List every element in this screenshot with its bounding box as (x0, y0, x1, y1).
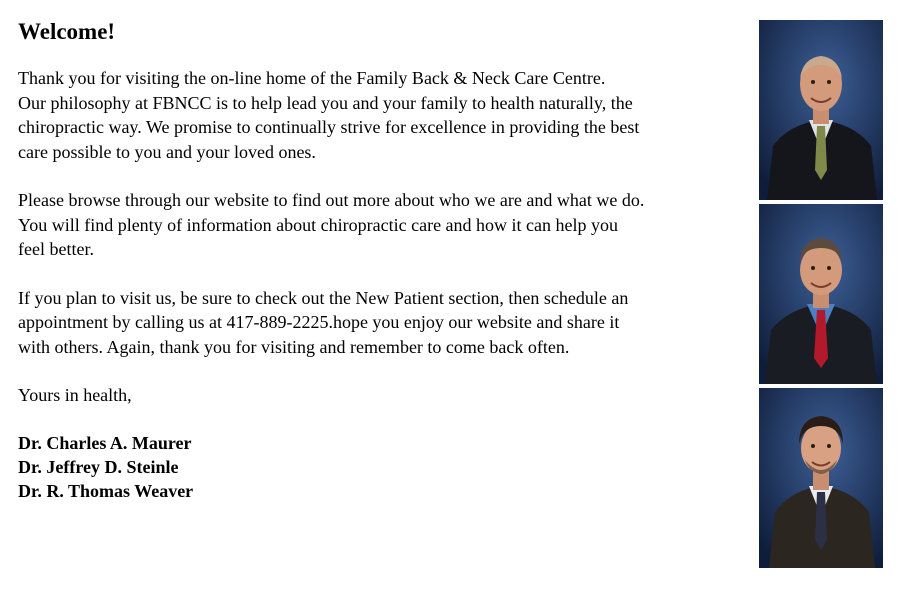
doctor-name: Dr. Charles A. Maurer (18, 433, 192, 453)
doctor-photo-2 (759, 204, 883, 384)
paragraph-line: Thank you for visiting the on-line home of the Family Back & Neck Care Centre. (18, 68, 606, 88)
doctor-photo-3 (759, 388, 883, 568)
browse-paragraph (18, 188, 753, 262)
paragraph-line: with others. Again, thank you for visiting and remember to come back often. (18, 336, 570, 357)
intro-paragraph (18, 66, 753, 164)
paragraph-line: feel better. (18, 239, 94, 259)
paragraph-line: chiropractic way. We promise to continually strive for excellence in providing the best (18, 117, 640, 137)
welcome-section (18, 18, 753, 503)
visit-paragraph (18, 286, 753, 360)
paragraph-line: Please browse through our website to find out more about who we are and what we do. (18, 190, 645, 210)
paragraph-line: Our philosophy at FBNCC is to help lead you and your family to health naturally, the (18, 92, 633, 113)
paragraph-line: care possible to you and your loved ones. (18, 141, 316, 162)
paragraph-line: You will find plenty of information about chiropractic care and how it can help you (18, 214, 619, 235)
page-title: Welcome! (18, 19, 116, 44)
doctor-photo-1 (759, 20, 883, 200)
doctor-name: Dr. Jeffrey D. Steinle (18, 457, 179, 477)
doctor-name: Dr. R. Thomas Weaver (18, 481, 194, 501)
sign-off: Yours in health, (18, 385, 132, 405)
doctor-photos (759, 20, 883, 572)
paragraph-line: appointment by calling us at 417-889-2225.hope you enjoy our website and share it (18, 312, 620, 332)
paragraph-line: If you plan to visit us, be sure to check out the New Patient section, then schedule an (18, 287, 629, 308)
doctor-names (18, 431, 753, 503)
